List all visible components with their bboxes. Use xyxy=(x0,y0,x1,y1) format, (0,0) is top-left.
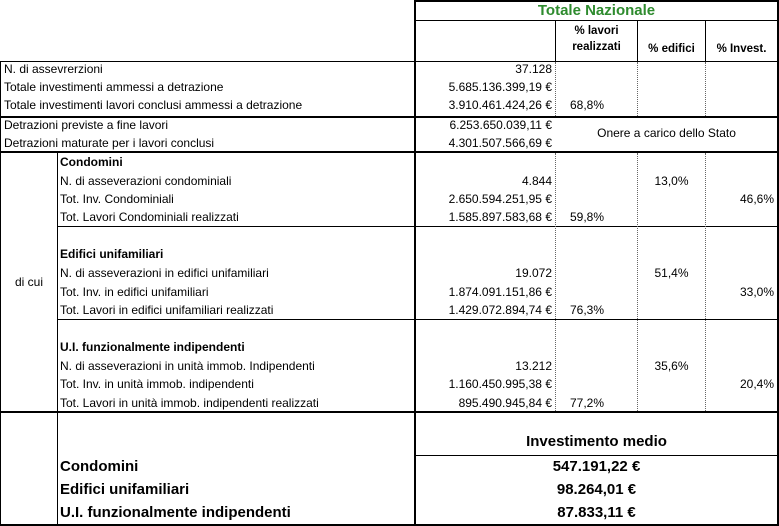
col-header-invest: % Invest. xyxy=(716,43,767,55)
grid-line xyxy=(0,151,779,153)
row-value: 1.585.897.583,68 € xyxy=(448,210,552,224)
row-label: Totale investimenti lavori conclusi ammessi a detrazione xyxy=(4,98,303,112)
pct-lavori: 76,3% xyxy=(569,303,605,317)
medio-label-unifamiliari: Edifici unifamiliari xyxy=(60,481,190,498)
row-label: Tot. Lavori Condominiali realizzati xyxy=(60,210,239,224)
row-value: 6.253.650.039,11 € xyxy=(449,118,552,132)
grid-line xyxy=(0,61,1,526)
col-header-edifici: % edifici xyxy=(648,43,695,55)
pct-lavori: 68,8% xyxy=(569,98,605,112)
row-value: 4.844 xyxy=(521,174,552,188)
row-label: Tot. Inv. Condominiali xyxy=(60,192,174,206)
col-header-lavori xyxy=(556,23,637,55)
section-title-unifamiliari: Edifici unifamiliari xyxy=(60,247,164,261)
pct-edifici: 13,0% xyxy=(654,174,689,188)
medio-value-unifamiliari: 98.264,01 € xyxy=(556,481,637,498)
medio-value-indipendenti: 87.833,11 € xyxy=(557,504,636,521)
row-label: N. di asseverazioni condominiali xyxy=(60,174,232,188)
row-label: Tot. Inv. in edifici unifamiliari xyxy=(60,285,209,299)
row-label: Tot. Lavori in edifici unifamiliari realizzati xyxy=(60,303,274,317)
row-value: 19.072 xyxy=(515,266,552,280)
pct-lavori: 77,2% xyxy=(569,396,605,410)
pct-edifici: 51,4% xyxy=(654,266,689,280)
di-cui-label: di cui xyxy=(14,275,43,289)
grid-line xyxy=(414,455,779,456)
section-title-indipendenti: U.I. funzionalmente indipendenti xyxy=(60,340,245,354)
row-value: 895.490.945,84 € xyxy=(458,396,552,410)
row-value: 1.160.450.995,38 € xyxy=(448,377,552,391)
row-label: Tot. Lavori in unità immob. indipendenti realizzati xyxy=(60,396,319,410)
row-label: Tot. Inv. in unità immob. indipendenti xyxy=(60,377,254,391)
row-value: 2.650.594.251,95 € xyxy=(448,192,552,206)
grid-line xyxy=(57,151,58,526)
pct-invest: 46,6% xyxy=(739,192,774,206)
grid-line xyxy=(0,411,779,413)
grid-line xyxy=(0,61,779,62)
medio-label-condomini: Condomini xyxy=(60,458,139,475)
grid-line xyxy=(57,319,779,320)
row-label: N. di asseverazioni in edifici unifamiliari xyxy=(60,266,269,280)
row-label: Detrazioni previste a fine lavori xyxy=(4,118,169,132)
row-label: Detrazioni maturate per i lavori conclusi xyxy=(4,136,215,150)
section-title-condomini: Condomini xyxy=(60,155,123,169)
row-value: 13.212 xyxy=(515,359,552,373)
pct-invest: 20,4% xyxy=(739,377,774,391)
row-value: 5.685.136.399,19 € xyxy=(448,80,552,94)
row-label: Totale investimenti ammessi a detrazione xyxy=(4,80,224,94)
onere-note: Onere a carico dello Stato xyxy=(556,126,777,140)
pct-invest: 33,0% xyxy=(739,285,774,299)
col-header-lavori-line2: realizzati xyxy=(572,41,621,53)
row-label: N. di asseverazioni in unità immob. Indipendenti xyxy=(60,359,315,373)
row-value: 3.910.461.424,26 € xyxy=(448,98,552,112)
row-value: 37.128 xyxy=(515,62,552,76)
grid-line xyxy=(57,226,779,227)
grid-line xyxy=(414,20,779,21)
row-value: 1.429.072.894,74 € xyxy=(448,303,552,317)
pct-edifici: 35,6% xyxy=(654,359,689,373)
row-value: 4.301.507.566,69 € xyxy=(448,136,552,150)
medio-value-condomini: 547.191,22 € xyxy=(552,458,641,475)
medio-label-indipendenti: U.I. funzionalmente indipendenti xyxy=(60,504,291,521)
col-header-lavori-line1: % lavori xyxy=(574,25,619,37)
medio-title: Investimento medio xyxy=(526,433,667,450)
pct-lavori: 59,8% xyxy=(569,210,605,224)
row-label: N. di assevrerzioni xyxy=(4,62,103,76)
row-value: 1.874.091.151,86 € xyxy=(448,285,552,299)
table-title: Totale Nazionale xyxy=(537,2,656,19)
